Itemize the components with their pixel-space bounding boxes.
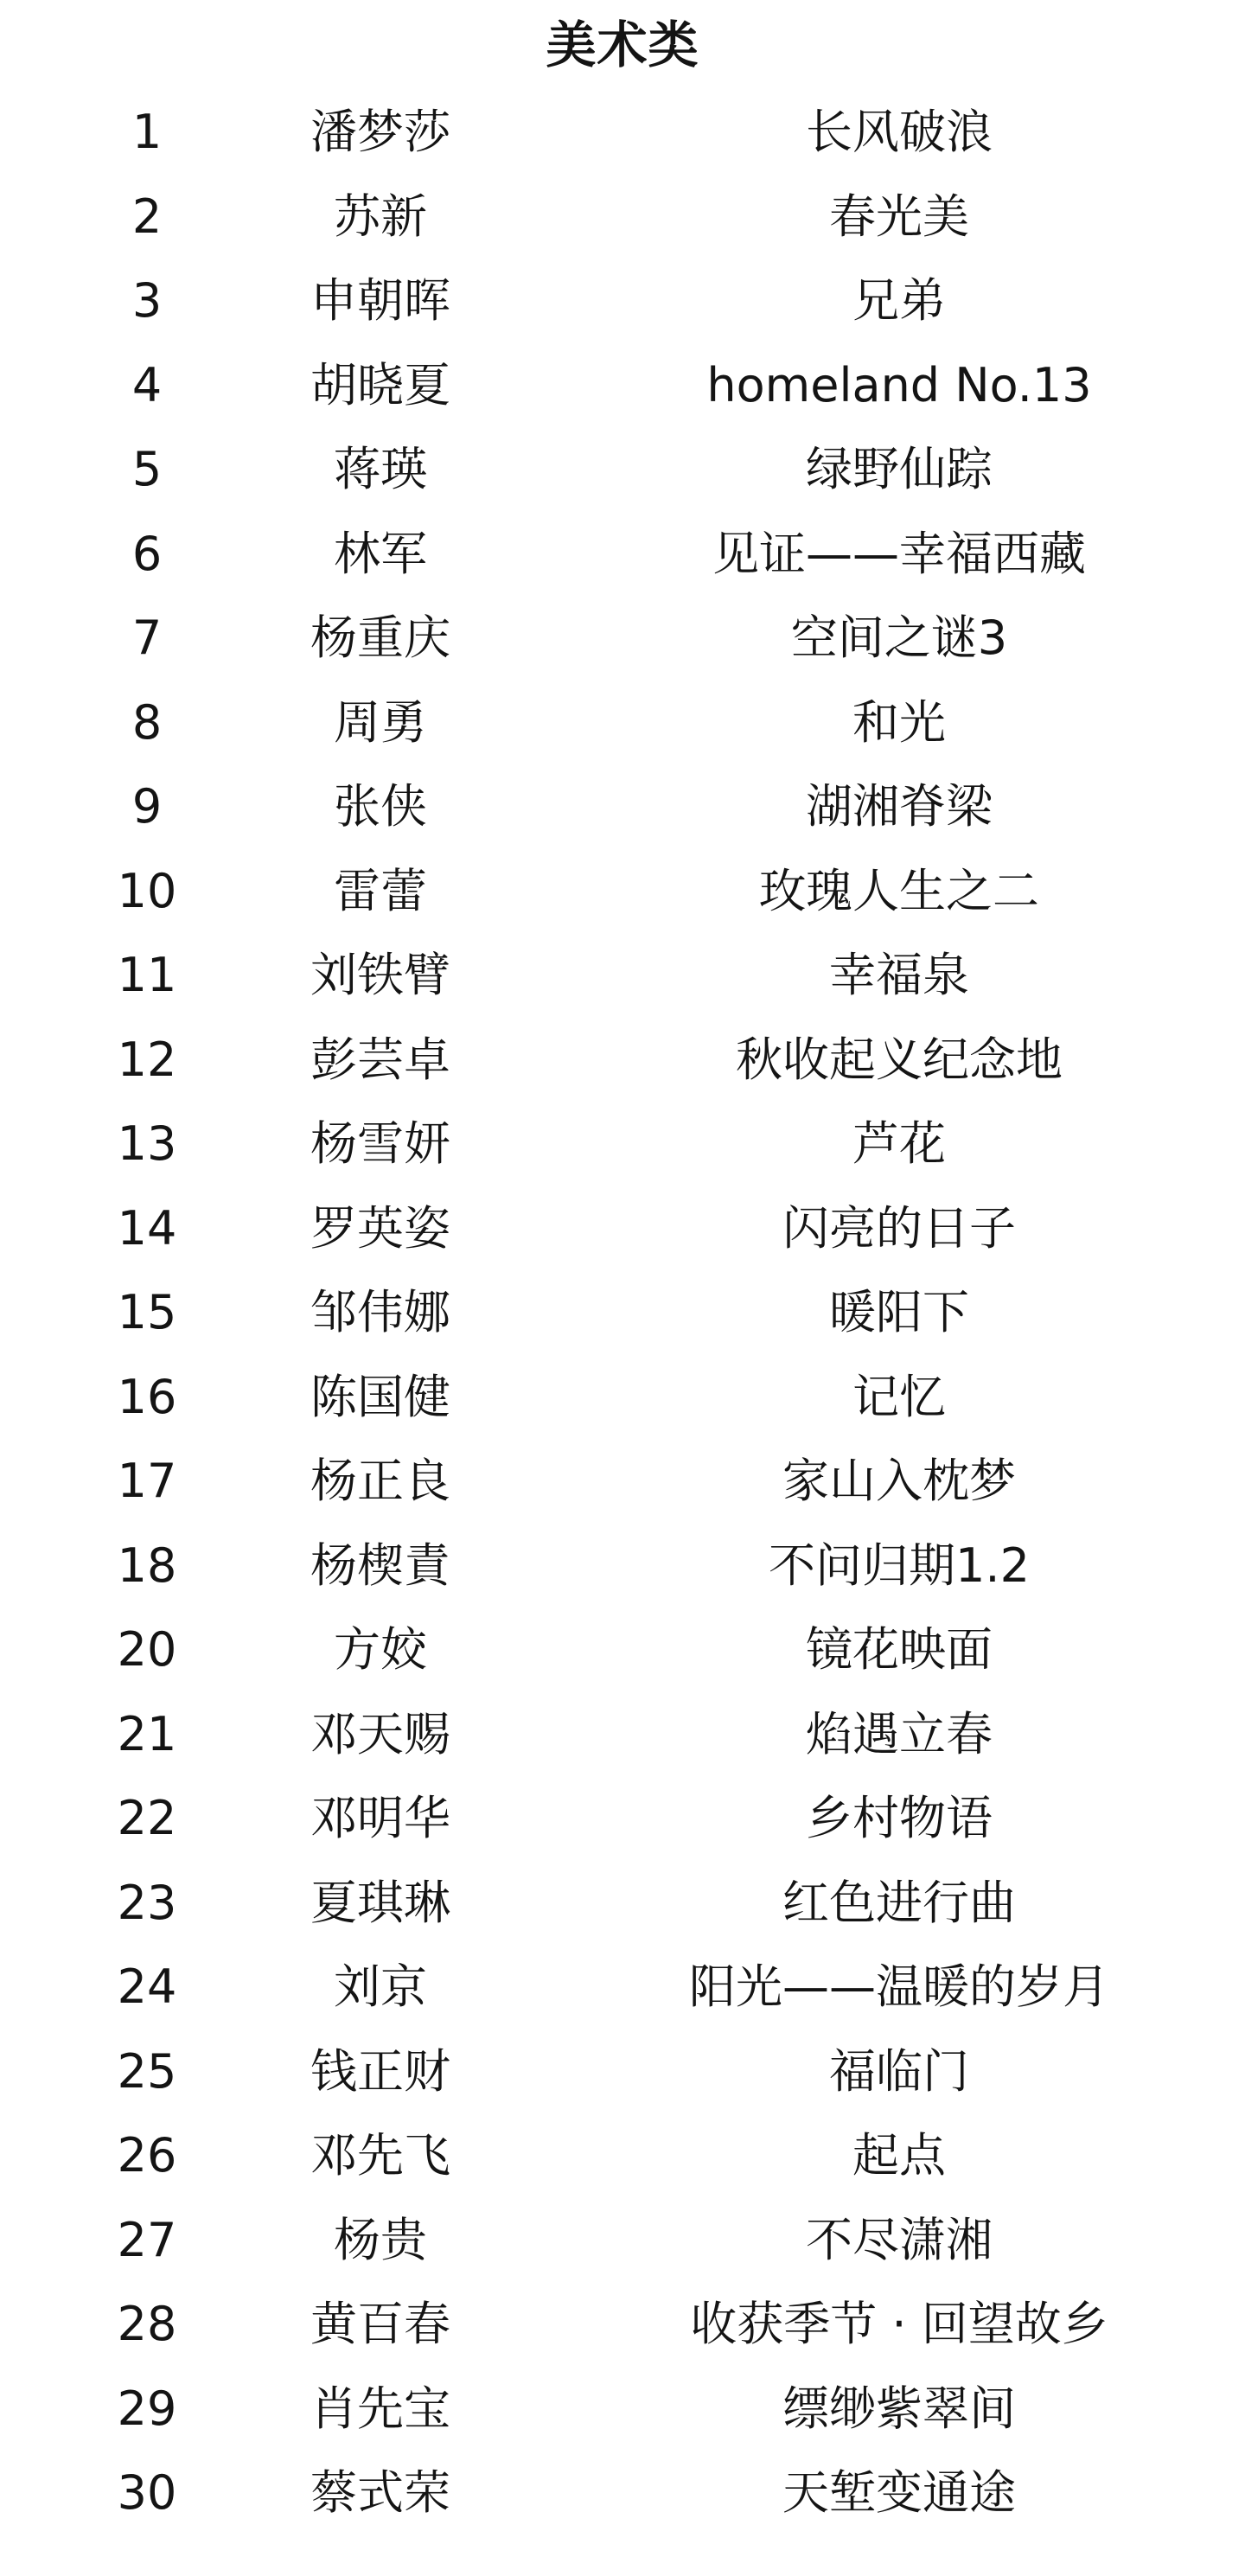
entry-number: 30 [117,2465,177,2520]
artist-name: 蒋瑛 [334,442,427,496]
table-row [0,681,1245,765]
entry-number: 29 [117,2381,177,2436]
entry-number: 20 [117,1622,177,1677]
artwork-title: homeland No.13 [706,357,1092,412]
artwork-title: 乡村物语 [806,1791,993,1845]
artist-name: 方姣 [334,1622,427,1677]
table-row [0,512,1245,597]
table-row [0,1861,1245,1946]
entry-number: 6 [131,526,163,581]
artwork-title: 缥缈紫翠间 [782,2381,1016,2436]
entry-number: 26 [117,2128,177,2183]
artist-name: 胡晓夏 [310,357,450,412]
table-row [0,596,1245,681]
entry-number: 18 [117,1537,177,1593]
table-row [0,343,1245,428]
artwork-title: 天堑变通途 [782,2465,1016,2520]
artwork-title: 空间之谜3 [790,610,1008,665]
artist-name: 陈国健 [310,1369,450,1424]
artwork-title: 不问归期1.2 [769,1537,1030,1593]
entry-number: 28 [117,2297,177,2351]
artwork-title: 焰遇立春 [806,1706,993,1761]
artist-name: 潘梦莎 [310,105,450,159]
artist-name: 刘京 [334,1959,427,2014]
entry-number: 27 [117,2212,177,2267]
artwork-title: 不尽潇湘 [806,2212,993,2267]
artwork-title: 春光美 [829,189,969,244]
artist-name: 罗英姿 [310,1200,450,1256]
artwork-title: 家山入枕梦 [782,1454,1016,1508]
artist-name: 雷蕾 [334,863,427,918]
artwork-title: 起点 [852,2128,946,2183]
entry-number: 3 [131,273,163,328]
entry-number: 2 [131,189,163,244]
artwork-title: 玫瑰人生之二 [759,863,1039,918]
artist-name: 张侠 [334,779,427,834]
artist-name: 申朝晖 [310,273,450,328]
artist-name: 苏新 [334,189,427,244]
artwork-title: 福临门 [829,2043,969,2099]
entry-number: 1 [131,105,163,159]
artist-name: 肖先宝 [310,2381,450,2436]
page-title: 美术类 [546,16,699,74]
entry-number: 16 [117,1369,177,1424]
entry-number: 12 [117,1032,177,1087]
artwork-title: 幸福泉 [829,948,969,1002]
entries-table [0,90,1245,2535]
table-row [0,1776,1245,1861]
artwork-title: 见证——幸福西藏 [712,526,1086,581]
artwork-title: 红色进行曲 [782,1875,1016,1930]
artist-name: 杨重庆 [310,610,450,665]
table-row [0,1692,1245,1777]
table-row [0,2198,1245,2283]
entry-number: 21 [117,1706,177,1761]
artwork-title: 记忆 [852,1369,946,1424]
table-row [0,2113,1245,2198]
entry-number: 4 [131,357,163,412]
entry-number: 25 [117,2043,177,2099]
entry-number: 23 [117,1875,177,1930]
table-row [0,1270,1245,1355]
artist-name: 彭芸卓 [310,1032,450,1087]
table-row [0,90,1245,175]
entry-number: 22 [117,1791,177,1845]
artwork-title: 暖阳下 [829,1285,969,1339]
table-row [0,2367,1245,2451]
artist-name: 林军 [334,526,427,581]
artwork-title: 秋收起义纪念地 [736,1032,1063,1087]
artwork-title: 和光 [852,694,946,750]
artwork-title: 湖湘脊梁 [806,779,993,834]
artist-name: 夏琪琳 [310,1875,450,1930]
table-row [0,2029,1245,2114]
artwork-title: 芦花 [852,1116,946,1171]
artwork-title: 阳光——温暖的岁月 [689,1959,1109,2014]
artist-name: 黄百春 [310,2297,450,2351]
artist-name: 杨贵 [334,2212,427,2267]
table-row [0,1102,1245,1186]
entry-number: 14 [117,1200,177,1256]
artist-name: 邓天赐 [310,1706,450,1761]
table-row [0,1524,1245,1608]
artist-name: 邹伟娜 [310,1285,450,1339]
table-row [0,2451,1245,2535]
artwork-title: 镜花映面 [806,1622,993,1677]
entry-number: 17 [117,1454,177,1508]
entry-number: 9 [131,779,163,834]
artwork-title: 绿野仙踪 [806,442,993,496]
entry-number: 11 [117,948,177,1002]
table-row [0,1018,1245,1103]
table-row [0,2282,1245,2367]
artist-name: 杨正良 [310,1454,450,1508]
artist-name: 杨雪妍 [310,1116,450,1171]
table-row [0,427,1245,512]
table-row [0,259,1245,343]
entry-number: 5 [131,442,163,496]
entry-number: 8 [131,694,163,750]
table-row [0,764,1245,849]
table-row [0,1186,1245,1271]
entry-number: 15 [117,1285,177,1339]
artwork-title: 长风破浪 [806,105,993,159]
artist-name: 蔡式荣 [310,2465,450,2520]
entry-number: 13 [117,1116,177,1171]
artist-name: 杨楔責 [310,1537,450,1593]
entry-number: 7 [131,610,163,665]
table-row [0,1945,1245,2029]
table-row [0,175,1245,259]
table-row [0,1355,1245,1440]
artwork-title: 收获季节 · 回望故乡 [690,2297,1108,2351]
artist-name: 邓先飞 [310,2128,450,2183]
artwork-title: 闪亮的日子 [782,1200,1016,1256]
artist-name: 刘铁臂 [310,948,450,1002]
artwork-title: 兄弟 [852,273,946,328]
artist-name: 邓明华 [310,1791,450,1845]
entry-number: 10 [117,863,177,918]
artist-name: 周勇 [334,694,427,750]
entry-number: 24 [117,1959,177,2014]
table-row [0,933,1245,1018]
table-row [0,1608,1245,1692]
table-row [0,849,1245,934]
artist-name: 钱正财 [310,2043,450,2099]
table-row [0,1439,1245,1524]
